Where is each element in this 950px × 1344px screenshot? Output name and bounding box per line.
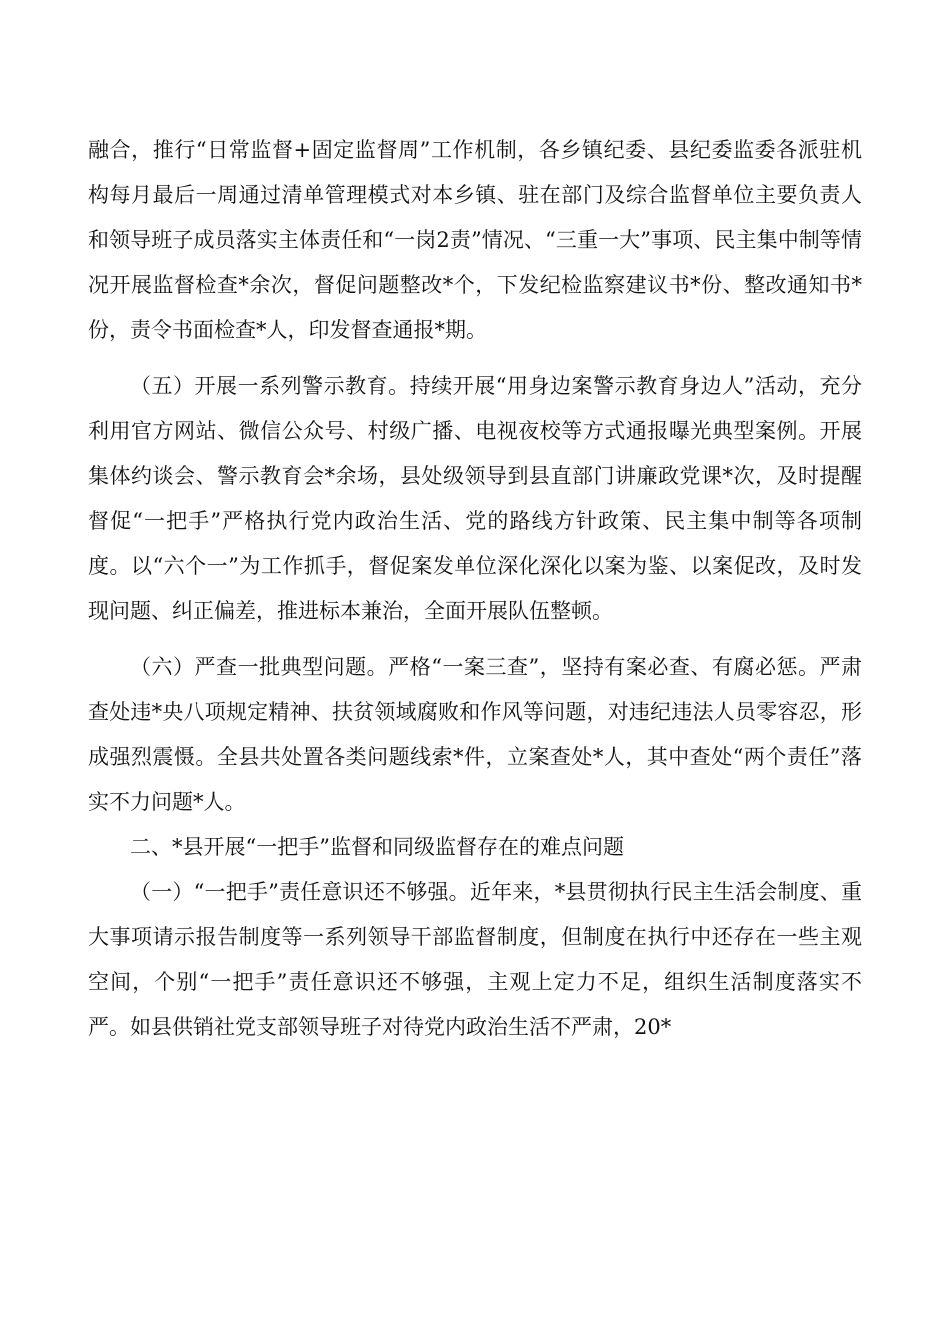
section-heading-difficulties: 二、*县开展“一把手”监督和同级监督存在的难点问题 <box>130 835 624 859</box>
paragraph-warning-education: （五）开展一系列警示教育。持续开展“用身边案警示教育身边人”活动，充分利用官方网站、微信公众号、村级广播、电视夜校等方式通报曝光典型案例。开展集体约谈会、警示教育会*余场，县处级领导到县直部门讲廉政党课*次，及时提醒督促“一把手”严格执行党内政治生活、党的路线方针政策、民主集中制等各项制度。以“六个一”为工作抓手，督促案发单位深化深化以案为鉴、以案促改，及时发现问题、纠正偏差，推进标本兼治，全面开展队伍整顿。 <box>88 374 862 623</box>
paragraph-responsibility-awareness: （一）“一把手”责任意识还不够强。近年来，*县贯彻执行民主生活会制度、重大事项请示报告制度等一系列领导干部监督制度，但制度在执行中还存在一些主观空间，个别“一把手”责任意识还不够强，主观上定力不足，组织生活制度落实不严。如县供销社党支部领导班子对待党内政治生活不严肃，20* <box>88 880 862 1039</box>
document-page <box>88 128 862 1050</box>
paragraph-typical-problems: （六）严查一批典型问题。严格“一案三查”，坚持有案必查、有腐必惩。严肃查处违*央八项规定精神、扶贫领域腐败和作风等问题，对违纪违法人员零容忍，形成强烈震慑。全县共处置各类问题线索*件，立案查处*人，其中查处“两个责任”落实不力问题*人。 <box>88 655 862 814</box>
paragraph-continuation: 融合，推行“日常监督+固定监督周”工作机制，各乡镇纪委、县纪委监委各派驻机构每月最后一周通过清单管理模式对本乡镇、驻在部门及综合监督单位主要负责人和领导班子成员落实主体责任和“一岗2责”情况、“三重一大”事项、民主集中制等情况开展监督检查*余次，督促问题整改*个，下发纪检监察建议书*份、整改通知书*份，责令书面检查*人，印发督查通报*期。 <box>88 138 862 342</box>
